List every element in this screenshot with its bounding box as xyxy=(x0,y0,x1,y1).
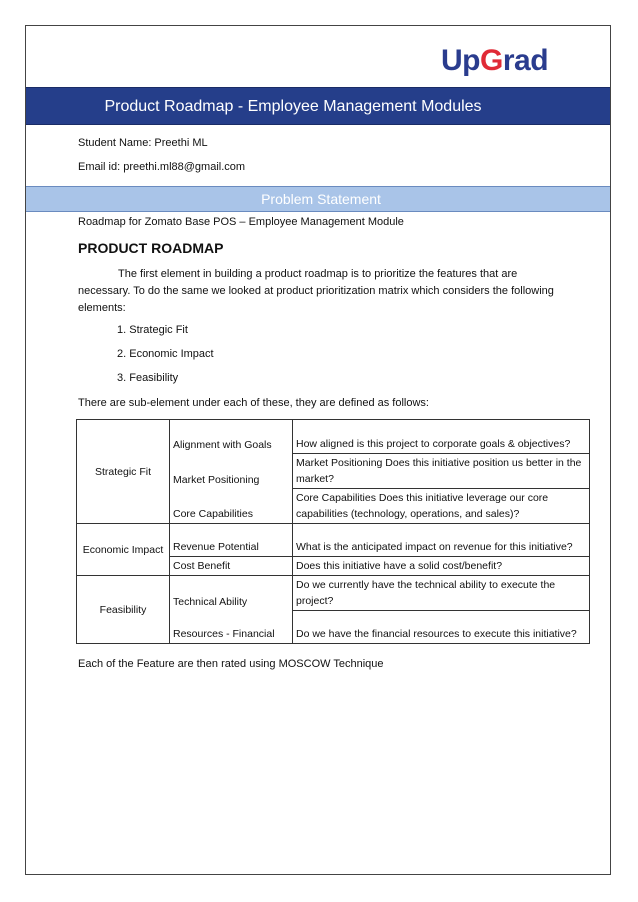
table-row xyxy=(77,524,590,557)
document-title-bar xyxy=(26,87,610,125)
group-cell-strategic-fit: Strategic Fit xyxy=(77,420,170,524)
sub-element-cell: Revenue Potential xyxy=(170,524,293,557)
problem-statement-bar xyxy=(26,186,610,212)
intro-paragraph: The first element in building a product roadmap is to prioritize the features that are necessary. To do the same we looked at product prioritization matrix which considers the following elements: xyxy=(78,268,554,314)
element-item: 3. Feasibility xyxy=(117,372,179,384)
problem-statement-label: Problem Statement xyxy=(261,191,381,207)
group-cell-feasibility: Feasibility xyxy=(77,576,170,644)
student-email: Email id: preethi.ml88@gmail.com xyxy=(78,161,246,173)
upgrad-logo: UpGrad xyxy=(441,44,549,77)
description-cell: Do we have the financial resources to execute this initiative? xyxy=(293,611,590,644)
sub-element-cell: Resources - Financial xyxy=(170,611,293,644)
element-item: 1. Strategic Fit xyxy=(117,324,188,336)
description-cell: Market Positioning Does this initiative position us better in the market? xyxy=(293,454,590,489)
sub-element-cell: Market Positioning xyxy=(170,454,293,489)
section-heading: PRODUCT ROADMAP xyxy=(78,240,224,256)
description-cell: How aligned is this project to corporate goals & objectives? xyxy=(293,420,590,454)
prioritization-matrix xyxy=(76,419,590,644)
sub-element-cell: Core Capabilities xyxy=(170,489,293,524)
student-name: Student Name: Preethi ML xyxy=(78,137,208,149)
table-row xyxy=(77,420,590,454)
group-cell-economic-impact: Economic Impact xyxy=(77,524,170,576)
roadmap-for-line: Roadmap for Zomato Base POS – Employee Management Module xyxy=(78,216,404,228)
element-item: 2. Economic Impact xyxy=(117,348,214,360)
sub-element-cell: Technical Ability xyxy=(170,576,293,611)
description-cell: What is the anticipated impact on revenue for this initiative? xyxy=(293,524,590,557)
sub-element-cell: Alignment with Goals xyxy=(170,420,293,454)
description-cell: Do we currently have the technical ability to execute the project? xyxy=(293,576,590,611)
description-cell: Core Capabilities Does this initiative leverage our core capabilities (technology, operations, and sales)? xyxy=(293,489,590,524)
sub-intro-line: There are sub-element under each of these, they are defined as follows: xyxy=(78,397,429,409)
document-title: Product Roadmap - Employee Management Modules xyxy=(104,98,482,115)
closing-line: Each of the Feature are then rated using MOSCOW Technique xyxy=(78,658,384,670)
description-cell: Does this initiative have a solid cost/benefit? xyxy=(293,557,590,576)
table-row xyxy=(77,576,590,611)
sub-element-cell: Cost Benefit xyxy=(170,557,293,576)
